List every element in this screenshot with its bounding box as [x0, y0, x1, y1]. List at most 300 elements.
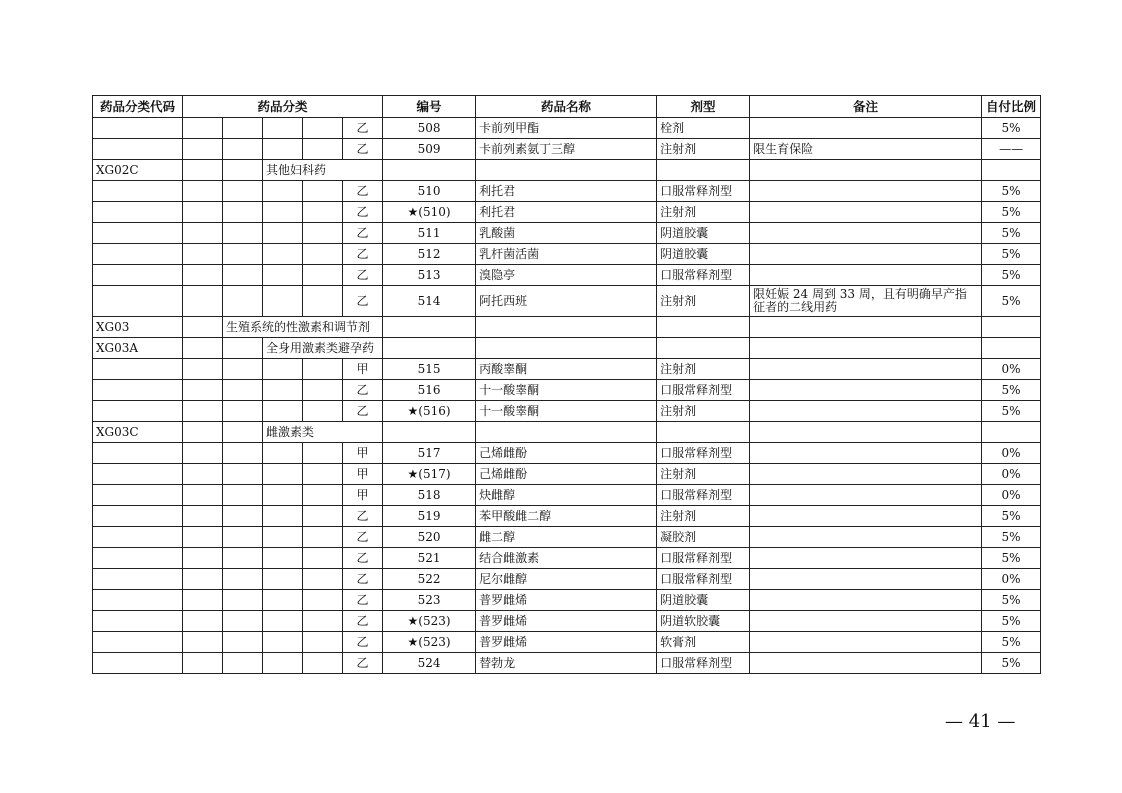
table-row [93, 181, 1041, 202]
grade-cell: 乙 [343, 632, 383, 653]
note-cell [750, 265, 982, 286]
drug-number-cell: 508 [383, 118, 476, 139]
note-cell [750, 632, 982, 653]
category-code-cell: XG03A [93, 338, 183, 359]
table-row [93, 569, 1041, 590]
header-code: 药品分类代码 [93, 96, 183, 118]
drug-name-cell: 普罗雌烯 [476, 590, 657, 611]
category-level-cell [183, 422, 223, 443]
empty-cell [982, 317, 1041, 338]
drug-number-cell: 523 [383, 590, 476, 611]
note-cell [750, 506, 982, 527]
grade-cell: 乙 [343, 380, 383, 401]
category-level-cell [223, 401, 263, 422]
category-level-cell [263, 548, 303, 569]
category-level-cell [183, 160, 223, 181]
category-level-cell [183, 464, 223, 485]
category-code-cell [93, 506, 183, 527]
note-cell [750, 401, 982, 422]
note-cell [750, 223, 982, 244]
category-level-cell [183, 139, 223, 160]
dosage-form-cell: 口服常释剂型 [657, 443, 750, 464]
category-level-cell [263, 380, 303, 401]
category-level-cell [183, 401, 223, 422]
category-level-cell [263, 139, 303, 160]
grade-cell: 乙 [343, 590, 383, 611]
category-level-cell [223, 139, 263, 160]
grade-cell: 乙 [343, 181, 383, 202]
category-level-cell [223, 359, 263, 380]
category-level-cell [263, 632, 303, 653]
category-level-cell [263, 506, 303, 527]
category-level-cell [263, 443, 303, 464]
copay-ratio-cell: 5% [982, 223, 1041, 244]
table-row [93, 527, 1041, 548]
note-cell [750, 548, 982, 569]
category-level-cell [223, 422, 263, 443]
dosage-form-cell: 凝胶剂 [657, 527, 750, 548]
category-code-cell [93, 359, 183, 380]
grade-cell: 甲 [343, 485, 383, 506]
grade-cell: 乙 [343, 202, 383, 223]
table-row [93, 359, 1041, 380]
grade-cell: 乙 [343, 527, 383, 548]
table-row [93, 590, 1041, 611]
dosage-form-cell: 口服常释剂型 [657, 548, 750, 569]
empty-cell [657, 338, 750, 359]
drug-number-cell: 510 [383, 181, 476, 202]
category-level-cell [223, 632, 263, 653]
copay-ratio-cell: 5% [982, 548, 1041, 569]
drug-number-cell: 512 [383, 244, 476, 265]
table-row [93, 401, 1041, 422]
category-code-cell [93, 548, 183, 569]
note-cell [750, 590, 982, 611]
drug-number-cell: ★(517) [383, 464, 476, 485]
note-cell [750, 380, 982, 401]
category-code-cell [93, 569, 183, 590]
category-level-cell [303, 653, 343, 674]
category-level-cell [303, 202, 343, 223]
drug-number-cell: 511 [383, 223, 476, 244]
category-code-cell [93, 244, 183, 265]
table-row [93, 653, 1041, 674]
table-row [93, 422, 1041, 443]
grade-cell: 乙 [343, 265, 383, 286]
category-level-cell [183, 569, 223, 590]
drug-number-cell: 520 [383, 527, 476, 548]
header-note: 备注 [750, 96, 982, 118]
dosage-form-cell: 口服常释剂型 [657, 485, 750, 506]
category-level-cell [263, 464, 303, 485]
category-level-cell [183, 506, 223, 527]
empty-cell [750, 317, 982, 338]
table-row [93, 380, 1041, 401]
category-level-cell [223, 569, 263, 590]
dosage-form-cell: 阴道软胶囊 [657, 611, 750, 632]
empty-cell [476, 160, 657, 181]
note-cell [750, 443, 982, 464]
drug-name-cell: 丙酸睾酮 [476, 359, 657, 380]
dosage-form-cell: 阴道胶囊 [657, 223, 750, 244]
copay-ratio-cell: 5% [982, 653, 1041, 674]
drug-name-cell: 己烯雌酚 [476, 443, 657, 464]
category-code-cell [93, 653, 183, 674]
category-level-cell [303, 632, 343, 653]
copay-ratio-cell: 5% [982, 527, 1041, 548]
drug-number-cell: 518 [383, 485, 476, 506]
copay-ratio-cell: 5% [982, 632, 1041, 653]
category-level-cell [183, 485, 223, 506]
drug-number-cell: ★(510) [383, 202, 476, 223]
dosage-form-cell: 注射剂 [657, 506, 750, 527]
drug-name-cell: 卡前列甲酯 [476, 118, 657, 139]
category-level-cell [183, 443, 223, 464]
empty-cell [982, 338, 1041, 359]
drug-number-cell: 519 [383, 506, 476, 527]
drug-number-cell: 514 [383, 286, 476, 317]
copay-ratio-cell: 5% [982, 286, 1041, 317]
empty-cell [657, 317, 750, 338]
table-row [93, 485, 1041, 506]
drug-name-cell: 卡前列素氨丁三醇 [476, 139, 657, 160]
dosage-form-cell: 注射剂 [657, 286, 750, 317]
table-row [93, 244, 1041, 265]
grade-cell: 乙 [343, 506, 383, 527]
note-cell [750, 485, 982, 506]
empty-cell [657, 160, 750, 181]
category-level-cell [223, 223, 263, 244]
drug-name-cell: 十一酸睾酮 [476, 401, 657, 422]
category-level-cell [303, 359, 343, 380]
dosage-form-cell: 口服常释剂型 [657, 380, 750, 401]
category-level-cell [183, 590, 223, 611]
category-level-cell [183, 632, 223, 653]
category-level-cell [223, 464, 263, 485]
category-level-cell [303, 527, 343, 548]
category-level-cell [303, 380, 343, 401]
drug-table [92, 95, 1041, 674]
category-level-cell [263, 244, 303, 265]
category-level-cell [263, 286, 303, 317]
dosage-form-cell: 注射剂 [657, 202, 750, 223]
empty-cell [383, 422, 476, 443]
grade-cell: 乙 [343, 653, 383, 674]
category-level-cell [263, 118, 303, 139]
category-code-cell [93, 611, 183, 632]
category-code-cell [93, 527, 183, 548]
copay-ratio-cell: 0% [982, 359, 1041, 380]
table-row [93, 632, 1041, 653]
grade-cell: 甲 [343, 359, 383, 380]
note-cell [750, 527, 982, 548]
category-level-cell [223, 202, 263, 223]
grade-cell: 乙 [343, 611, 383, 632]
category-level-cell [263, 181, 303, 202]
category-code-cell [93, 485, 183, 506]
grade-cell: 乙 [343, 569, 383, 590]
copay-ratio-cell: —— [982, 139, 1041, 160]
table-row [93, 548, 1041, 569]
category-level-cell [223, 506, 263, 527]
category-name-cell: 全身用激素类避孕药 [263, 338, 383, 359]
empty-cell [476, 338, 657, 359]
category-code-cell: XG03C [93, 422, 183, 443]
category-level-cell [183, 548, 223, 569]
empty-cell [750, 160, 982, 181]
page-number: — 41 — [945, 711, 1016, 732]
table-row [93, 317, 1041, 338]
dosage-form-cell: 阴道胶囊 [657, 590, 750, 611]
category-code-cell [93, 632, 183, 653]
table-row [93, 286, 1041, 317]
category-level-cell [303, 181, 343, 202]
dosage-form-cell: 口服常释剂型 [657, 181, 750, 202]
grade-cell: 乙 [343, 286, 383, 317]
note-cell [750, 359, 982, 380]
table-row [93, 443, 1041, 464]
table-row [93, 139, 1041, 160]
category-level-cell [263, 223, 303, 244]
category-level-cell [223, 338, 263, 359]
dosage-form-cell: 软膏剂 [657, 632, 750, 653]
empty-cell [750, 338, 982, 359]
category-code-cell [93, 118, 183, 139]
dosage-form-cell: 口服常释剂型 [657, 653, 750, 674]
drug-number-cell: 522 [383, 569, 476, 590]
category-level-cell [183, 202, 223, 223]
empty-cell [383, 317, 476, 338]
table-body [93, 118, 1041, 674]
category-level-cell [183, 265, 223, 286]
grade-cell: 甲 [343, 464, 383, 485]
drug-number-cell: ★(523) [383, 632, 476, 653]
category-level-cell [183, 653, 223, 674]
header-number: 编号 [383, 96, 476, 118]
category-level-cell [303, 506, 343, 527]
category-code-cell: XG02C [93, 160, 183, 181]
drug-name-cell: 乳酸菌 [476, 223, 657, 244]
category-level-cell [223, 443, 263, 464]
dosage-form-cell: 注射剂 [657, 464, 750, 485]
category-level-cell [223, 160, 263, 181]
drug-number-cell: 515 [383, 359, 476, 380]
note-cell: 限妊娠 24 周到 33 周，且有明确早产指征者的二线用药 [750, 286, 982, 317]
drug-name-cell: 普罗雌烯 [476, 611, 657, 632]
category-name-cell: 其他妇科药 [263, 160, 383, 181]
category-level-cell [303, 590, 343, 611]
category-level-cell [303, 244, 343, 265]
category-level-cell [303, 223, 343, 244]
table-row [93, 160, 1041, 181]
category-level-cell [183, 338, 223, 359]
drug-number-cell: 521 [383, 548, 476, 569]
dosage-form-cell: 口服常释剂型 [657, 569, 750, 590]
category-code-cell [93, 265, 183, 286]
empty-cell [383, 160, 476, 181]
copay-ratio-cell: 5% [982, 244, 1041, 265]
category-level-cell [303, 139, 343, 160]
category-level-cell [223, 548, 263, 569]
dosage-form-cell: 栓剂 [657, 118, 750, 139]
copay-ratio-cell: 5% [982, 506, 1041, 527]
category-level-cell [223, 181, 263, 202]
drug-number-cell: ★(523) [383, 611, 476, 632]
header-row [93, 96, 1041, 118]
category-level-cell [183, 181, 223, 202]
copay-ratio-cell: 5% [982, 202, 1041, 223]
copay-ratio-cell: 0% [982, 485, 1041, 506]
drug-name-cell: 炔雌醇 [476, 485, 657, 506]
category-level-cell [183, 380, 223, 401]
category-level-cell [263, 265, 303, 286]
copay-ratio-cell: 0% [982, 464, 1041, 485]
note-cell [750, 118, 982, 139]
drug-number-cell: 513 [383, 265, 476, 286]
table-row [93, 265, 1041, 286]
empty-cell [476, 422, 657, 443]
header-category: 药品分类 [183, 96, 383, 118]
drug-name-cell: 十一酸睾酮 [476, 380, 657, 401]
drug-name-cell: 己烯雌酚 [476, 464, 657, 485]
category-level-cell [223, 244, 263, 265]
drug-name-cell: 替勃龙 [476, 653, 657, 674]
note-cell [750, 181, 982, 202]
drug-name-cell: 雌二醇 [476, 527, 657, 548]
category-level-cell [223, 265, 263, 286]
dosage-form-cell: 口服常释剂型 [657, 265, 750, 286]
category-name-cell: 雌激素类 [263, 422, 383, 443]
table-row [93, 118, 1041, 139]
header-form: 剂型 [657, 96, 750, 118]
category-code-cell [93, 401, 183, 422]
copay-ratio-cell: 5% [982, 265, 1041, 286]
category-level-cell [303, 611, 343, 632]
table-row [93, 464, 1041, 485]
copay-ratio-cell: 0% [982, 443, 1041, 464]
drug-name-cell: 溴隐亭 [476, 265, 657, 286]
empty-cell [982, 160, 1041, 181]
copay-ratio-cell: 5% [982, 380, 1041, 401]
copay-ratio-cell: 5% [982, 611, 1041, 632]
category-level-cell [223, 485, 263, 506]
category-level-cell [303, 443, 343, 464]
category-level-cell [263, 202, 303, 223]
category-code-cell [93, 223, 183, 244]
category-code-cell [93, 202, 183, 223]
drug-name-cell: 利托君 [476, 181, 657, 202]
header-ratio: 自付比例 [982, 96, 1041, 118]
category-name-cell: 生殖系统的性激素和调节剂 [223, 317, 383, 338]
category-code-cell [93, 443, 183, 464]
grade-cell: 乙 [343, 548, 383, 569]
header-name: 药品名称 [476, 96, 657, 118]
empty-cell [982, 422, 1041, 443]
category-level-cell [303, 286, 343, 317]
category-level-cell [303, 265, 343, 286]
category-level-cell [183, 286, 223, 317]
drug-name-cell: 阿托西班 [476, 286, 657, 317]
copay-ratio-cell: 5% [982, 118, 1041, 139]
category-level-cell [303, 548, 343, 569]
category-code-cell [93, 139, 183, 160]
category-level-cell [183, 223, 223, 244]
grade-cell: 乙 [343, 244, 383, 265]
category-level-cell [183, 527, 223, 548]
drug-number-cell: 516 [383, 380, 476, 401]
table-row [93, 338, 1041, 359]
note-cell [750, 611, 982, 632]
note-cell [750, 202, 982, 223]
drug-number-cell: 517 [383, 443, 476, 464]
grade-cell: 乙 [343, 223, 383, 244]
category-level-cell [263, 527, 303, 548]
category-level-cell [183, 118, 223, 139]
grade-cell: 乙 [343, 139, 383, 160]
category-level-cell [183, 611, 223, 632]
category-level-cell [223, 590, 263, 611]
copay-ratio-cell: 5% [982, 181, 1041, 202]
note-cell [750, 464, 982, 485]
note-cell [750, 653, 982, 674]
category-level-cell [263, 569, 303, 590]
dosage-form-cell: 注射剂 [657, 359, 750, 380]
note-cell [750, 244, 982, 265]
empty-cell [750, 422, 982, 443]
drug-number-cell: ★(516) [383, 401, 476, 422]
drug-name-cell: 乳杆菌活菌 [476, 244, 657, 265]
category-level-cell [263, 359, 303, 380]
category-code-cell [93, 464, 183, 485]
note-cell: 限生育保险 [750, 139, 982, 160]
drug-number-cell: 509 [383, 139, 476, 160]
category-level-cell [183, 244, 223, 265]
note-cell [750, 569, 982, 590]
category-level-cell [183, 317, 223, 338]
table-row [93, 202, 1041, 223]
category-level-cell [263, 590, 303, 611]
empty-cell [383, 338, 476, 359]
drug-number-cell: 524 [383, 653, 476, 674]
grade-cell: 乙 [343, 118, 383, 139]
dosage-form-cell: 注射剂 [657, 401, 750, 422]
dosage-form-cell: 阴道胶囊 [657, 244, 750, 265]
drug-name-cell: 苯甲酸雌二醇 [476, 506, 657, 527]
drug-name-cell: 普罗雌烯 [476, 632, 657, 653]
category-code-cell [93, 286, 183, 317]
table-row [93, 223, 1041, 244]
category-level-cell [223, 653, 263, 674]
category-level-cell [303, 401, 343, 422]
category-code-cell: XG03 [93, 317, 183, 338]
copay-ratio-cell: 5% [982, 590, 1041, 611]
category-level-cell [223, 527, 263, 548]
category-level-cell [263, 401, 303, 422]
grade-cell: 甲 [343, 443, 383, 464]
category-code-cell [93, 590, 183, 611]
category-level-cell [263, 485, 303, 506]
category-level-cell [303, 118, 343, 139]
empty-cell [476, 317, 657, 338]
category-level-cell [223, 286, 263, 317]
category-level-cell [263, 611, 303, 632]
drug-name-cell: 利托君 [476, 202, 657, 223]
category-level-cell [183, 359, 223, 380]
copay-ratio-cell: 5% [982, 401, 1041, 422]
category-level-cell [303, 464, 343, 485]
drug-name-cell: 尼尔雌醇 [476, 569, 657, 590]
category-level-cell [303, 485, 343, 506]
